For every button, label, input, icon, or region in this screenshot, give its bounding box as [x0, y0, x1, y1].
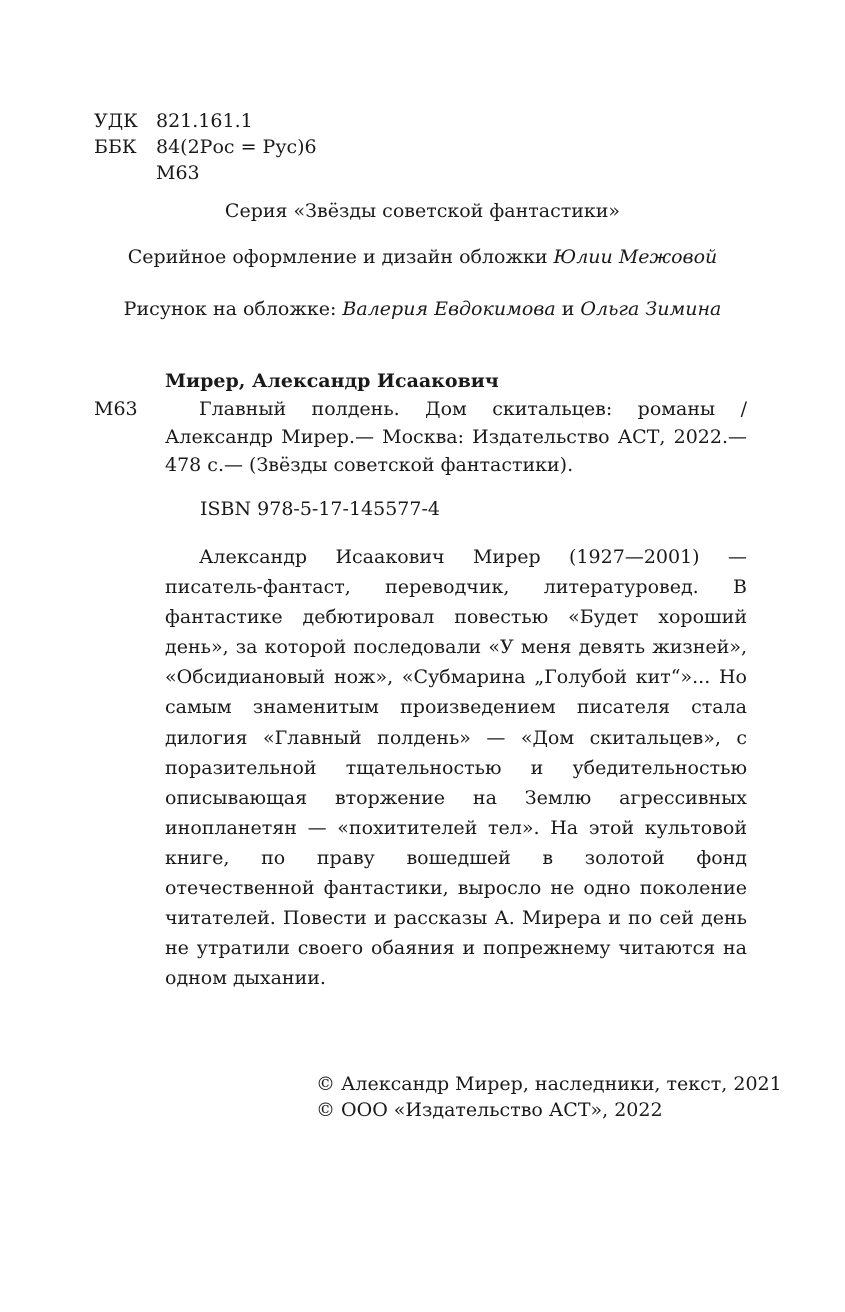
bbk-label: ББК: [94, 136, 137, 158]
bibliographic-description: Главный полдень. Дом скитальцев: романы / Александр Мирер.— Москва: Издательство АСТ, 2022.— 478 с.— (Звёзды советской фантастики).: [165, 398, 747, 476]
author-heading: Мирер, Александр Исаакович: [165, 370, 499, 392]
cover-artist-2: Ольга Зимина: [580, 298, 722, 320]
isbn: ISBN 978-5-17-145577-4: [200, 498, 440, 520]
series-line: Серия «Звёзды советской фантастики»: [224, 200, 621, 222]
udk-label: УДК: [94, 110, 138, 132]
cover-artist-1: Валерия Евдокимова: [342, 298, 556, 320]
copyright-author: © Александр Мирер, наследники, текст, 2021: [316, 1073, 782, 1095]
cover-art-credit: [0, 295, 845, 323]
design-prefix: Серийное оформление и дизайн обложки: [127, 246, 554, 268]
annotation: Александр Исаакович Мирер (1927—2001) — писатель-фантаст, переводчик, литературовед. В фантастике дебютировал повестью «Будет хороший день», за которой последовали «У меня девять жизней», «Обсидиановый нож», «Субмарина „Голубой кит“»... Но самым знаменитым произведением писателя стала дилогия «Главный полдень» — «Дом скитальцев», с поразительной тщательностью и убедительностью описывающая вторжение на Землю агрессивных инопланетян — «похитителей тел». На этой культовой книге, по праву вошедшей в золотой фонд отечественной фантастики, выросло не одно поколение читателей. Повести и рассказы А. Мирера и по сей день не утратили своего обаяния и попрежнему читаются на одном дыхании.: [165, 546, 747, 990]
author-mark-side: М63: [94, 398, 138, 420]
cover-art-prefix: Рисунок на обложке:: [123, 298, 343, 320]
copyright-publisher: © ООО «Издательство АСТ», 2022: [316, 1099, 663, 1121]
designer-name: Юлии Межовой: [553, 246, 718, 268]
udk-value: 821.161.1: [156, 110, 253, 132]
bbk-value: 84(2Рос = Рус)6: [156, 136, 317, 158]
design-credit: [0, 243, 845, 271]
cover-art-and: и: [555, 298, 581, 320]
author-mark-top: М63: [156, 162, 200, 184]
